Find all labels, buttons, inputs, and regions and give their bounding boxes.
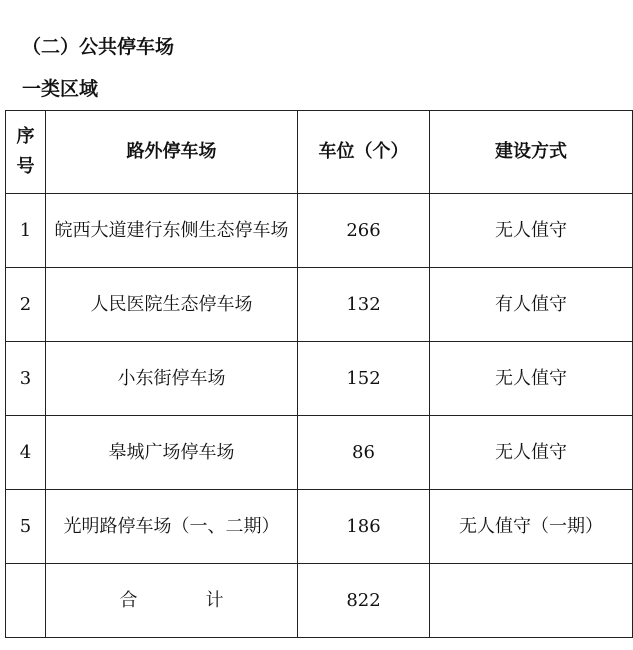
row-no: 4 (6, 416, 46, 490)
row-capacity: 132 (298, 268, 430, 342)
total-label-left: 合 (119, 589, 138, 611)
row-name: 人民医院生态停车场 (46, 268, 298, 342)
row-name: 皋城广场停车场 (46, 416, 298, 490)
row-no: 2 (6, 268, 46, 342)
row-capacity: 186 (298, 490, 430, 564)
subsection-title: 一类区域 (22, 78, 99, 100)
header-capacity: 车位（个） (298, 111, 430, 194)
parking-table (5, 110, 633, 638)
total-label (46, 564, 298, 638)
row-no: 5 (6, 490, 46, 564)
header-mode: 建设方式 (430, 111, 633, 194)
table-row (6, 194, 633, 268)
row-capacity: 152 (298, 342, 430, 416)
row-mode: 无人值守 (430, 194, 633, 268)
total-label-right: 计 (205, 589, 224, 611)
row-no: 1 (6, 194, 46, 268)
row-name: 小东街停车场 (46, 342, 298, 416)
row-mode: 无人值守 (430, 416, 633, 490)
row-no: 3 (6, 342, 46, 416)
table-row (6, 416, 633, 490)
total-no-cell (6, 564, 46, 638)
row-name: 皖西大道建行东侧生态停车场 (46, 194, 298, 268)
table-row (6, 342, 633, 416)
row-mode: 无人值守 (430, 342, 633, 416)
row-capacity: 86 (298, 416, 430, 490)
row-name: 光明路停车场（一、二期） (46, 490, 298, 564)
row-mode: 有人值守 (430, 268, 633, 342)
row-capacity: 266 (298, 194, 430, 268)
header-name: 路外停车场 (46, 111, 298, 194)
table-header-row (6, 111, 633, 194)
table-row (6, 490, 633, 564)
row-mode: 无人值守（一期） (430, 490, 633, 564)
total-mode-cell (430, 564, 633, 638)
total-capacity: 822 (298, 564, 430, 638)
table-row (6, 268, 633, 342)
section-title: （二）公共停车场 (22, 36, 175, 58)
header-no: 序号 (6, 111, 46, 194)
total-row (6, 564, 633, 638)
